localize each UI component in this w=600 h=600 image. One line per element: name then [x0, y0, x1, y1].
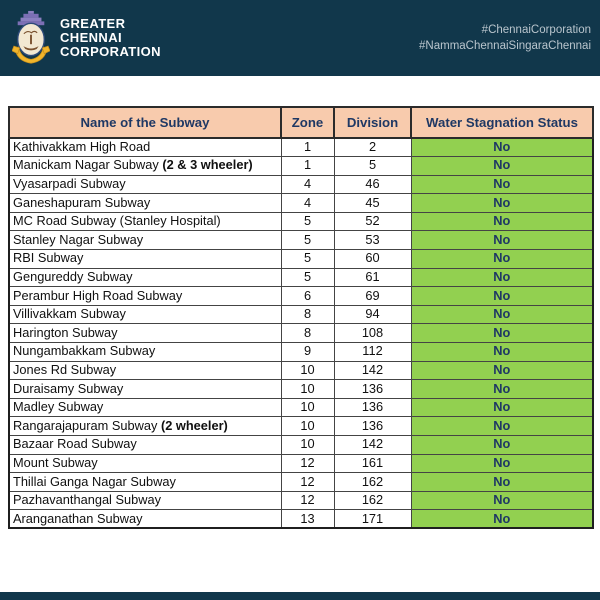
- zone-cell: 4: [281, 194, 334, 213]
- table-row: [9, 305, 593, 324]
- subway-water-stagnation-table: [8, 106, 594, 529]
- division-cell: 52: [334, 212, 411, 231]
- table-row: [9, 268, 593, 287]
- brand-line-3: CORPORATION: [60, 44, 161, 60]
- zone-cell: 1: [281, 157, 334, 176]
- division-cell: 94: [334, 305, 411, 324]
- subway-name-text: Perambur High Road Subway: [13, 287, 183, 303]
- subway-name-text: Aranganathan Subway: [13, 510, 143, 526]
- subway-table-body: [9, 138, 593, 528]
- subway-name-bold-suffix: (2 wheeler): [160, 417, 228, 433]
- gcc-crest-logo-icon: [12, 10, 50, 67]
- zone-cell: 10: [281, 417, 334, 436]
- division-cell: 162: [334, 491, 411, 510]
- subway-name-text: Ganeshapuram Subway: [13, 194, 151, 210]
- subway-name-cell: [9, 473, 281, 492]
- subway-name-cell: [9, 510, 281, 529]
- subway-name-text: Mount Subway: [13, 454, 98, 470]
- subway-name-cell: [9, 491, 281, 510]
- division-cell: 46: [334, 175, 411, 194]
- table-header-row: [9, 107, 593, 138]
- table-row: [9, 436, 593, 455]
- table-row: [9, 473, 593, 492]
- table-row: [9, 138, 593, 157]
- table-row: [9, 380, 593, 399]
- division-cell: 5: [334, 157, 411, 176]
- subway-name-cell: [9, 175, 281, 194]
- subway-name-text: Rangarajapuram Subway: [13, 417, 158, 433]
- division-cell: 171: [334, 510, 411, 529]
- table-row: [9, 398, 593, 417]
- zone-cell: 12: [281, 473, 334, 492]
- subway-name-text: Kathivakkam High Road: [13, 139, 151, 155]
- zone-cell: 8: [281, 324, 334, 343]
- status-cell: No: [411, 417, 593, 436]
- division-cell: 142: [334, 436, 411, 455]
- subway-name-cell: [9, 305, 281, 324]
- subway-name-text: Bazaar Road Subway: [13, 436, 137, 452]
- col-header-division: Division: [334, 107, 411, 138]
- table-row: [9, 343, 593, 362]
- status-cell: No: [411, 268, 593, 287]
- subway-name-text: Gengureddy Subway: [13, 269, 133, 285]
- division-cell: 60: [334, 250, 411, 269]
- status-cell: No: [411, 138, 593, 157]
- zone-cell: 12: [281, 491, 334, 510]
- zone-cell: 5: [281, 250, 334, 269]
- division-cell: 2: [334, 138, 411, 157]
- subway-name-text: Vyasarpadi Subway: [13, 176, 126, 192]
- subway-name-cell: [9, 157, 281, 176]
- division-cell: 61: [334, 268, 411, 287]
- subway-name-cell: [9, 380, 281, 399]
- zone-cell: 12: [281, 454, 334, 473]
- subway-name-text: MC Road Subway (Stanley Hospital): [13, 213, 221, 229]
- zone-cell: 9: [281, 343, 334, 362]
- status-cell: No: [411, 473, 593, 492]
- brand-name: [60, 17, 161, 59]
- brand-line-2: CHENNAI: [60, 29, 123, 45]
- table-row: [9, 250, 593, 269]
- subway-name-cell: [9, 454, 281, 473]
- subway-name-text: Thillai Ganga Nagar Subway: [13, 473, 176, 489]
- zone-cell: 5: [281, 231, 334, 250]
- subway-name-cell: [9, 231, 281, 250]
- zone-cell: 13: [281, 510, 334, 529]
- status-cell: No: [411, 305, 593, 324]
- hashtag-chennai-corporation: #ChennaiCorporation: [481, 23, 591, 36]
- division-cell: 136: [334, 417, 411, 436]
- division-cell: 136: [334, 398, 411, 417]
- top-header-bar: [0, 0, 600, 76]
- status-cell: No: [411, 491, 593, 510]
- zone-cell: 5: [281, 268, 334, 287]
- status-cell: No: [411, 398, 593, 417]
- subway-name-cell: [9, 436, 281, 455]
- zone-cell: 10: [281, 398, 334, 417]
- status-cell: No: [411, 454, 593, 473]
- col-header-subway-name: Name of the Subway: [9, 107, 281, 138]
- status-cell: No: [411, 157, 593, 176]
- table-row: [9, 231, 593, 250]
- table-row: [9, 324, 593, 343]
- subway-name-cell: [9, 250, 281, 269]
- status-cell: No: [411, 436, 593, 455]
- division-cell: 108: [334, 324, 411, 343]
- division-cell: 136: [334, 380, 411, 399]
- division-cell: 161: [334, 454, 411, 473]
- subway-name-bold-suffix: (2 & 3 wheeler): [162, 157, 253, 173]
- hashtag-namma-chennai: #NammaChennaiSingaraChennai: [419, 40, 591, 52]
- status-cell: No: [411, 324, 593, 343]
- table-row: [9, 287, 593, 306]
- zone-cell: 10: [281, 436, 334, 455]
- table-row: [9, 175, 593, 194]
- subway-name-cell: [9, 212, 281, 231]
- subway-name-cell: [9, 361, 281, 380]
- zone-cell: 10: [281, 361, 334, 380]
- subway-name-text: Nungambakkam Subway: [13, 343, 156, 359]
- subway-name-cell: [9, 287, 281, 306]
- table-row: [9, 510, 593, 529]
- division-cell: 142: [334, 361, 411, 380]
- status-cell: No: [411, 212, 593, 231]
- table-row: [9, 491, 593, 510]
- subway-name-text: Harington Subway: [13, 324, 118, 340]
- subway-name-cell: [9, 343, 281, 362]
- subway-name-cell: [9, 138, 281, 157]
- status-cell: No: [411, 343, 593, 362]
- subway-name-text: Pazhavanthangal Subway: [13, 492, 161, 508]
- zone-cell: 4: [281, 175, 334, 194]
- zone-cell: 1: [281, 138, 334, 157]
- subway-name-cell: [9, 398, 281, 417]
- division-cell: 69: [334, 287, 411, 306]
- subway-name-cell: [9, 417, 281, 436]
- table-row: [9, 212, 593, 231]
- table-row: [9, 157, 593, 176]
- zone-cell: 10: [281, 380, 334, 399]
- zone-cell: 6: [281, 287, 334, 306]
- zone-cell: 8: [281, 305, 334, 324]
- status-cell: No: [411, 250, 593, 269]
- hashtags: [419, 22, 591, 54]
- table-row: [9, 361, 593, 380]
- subway-name-cell: [9, 268, 281, 287]
- subway-name-cell: [9, 324, 281, 343]
- status-cell: No: [411, 380, 593, 399]
- col-header-water-stagnation-status: Water Stagnation Status: [411, 107, 593, 138]
- subway-name-text: Duraisamy Subway: [13, 380, 124, 396]
- division-cell: 112: [334, 343, 411, 362]
- status-cell: No: [411, 194, 593, 213]
- brand-line-1: GREATER: [60, 15, 126, 31]
- subway-name-cell: [9, 194, 281, 213]
- subway-name-text: RBI Subway: [13, 250, 84, 266]
- table-row: [9, 194, 593, 213]
- subway-name-text: Madley Subway: [13, 399, 104, 415]
- status-cell: No: [411, 175, 593, 194]
- subway-name-text: Manickam Nagar Subway: [13, 157, 159, 173]
- table-row: [9, 454, 593, 473]
- table-container: [8, 106, 592, 529]
- col-header-zone: Zone: [281, 107, 334, 138]
- status-cell: No: [411, 361, 593, 380]
- bottom-bar: [0, 592, 600, 600]
- status-cell: No: [411, 510, 593, 529]
- status-cell: No: [411, 287, 593, 306]
- subway-name-text: Stanley Nagar Subway: [13, 231, 144, 247]
- division-cell: 45: [334, 194, 411, 213]
- table-row: [9, 417, 593, 436]
- zone-cell: 5: [281, 212, 334, 231]
- subway-name-text: Jones Rd Subway: [13, 362, 117, 378]
- division-cell: 162: [334, 473, 411, 492]
- subway-name-text: Villivakkam Subway: [13, 306, 126, 322]
- division-cell: 53: [334, 231, 411, 250]
- status-cell: No: [411, 231, 593, 250]
